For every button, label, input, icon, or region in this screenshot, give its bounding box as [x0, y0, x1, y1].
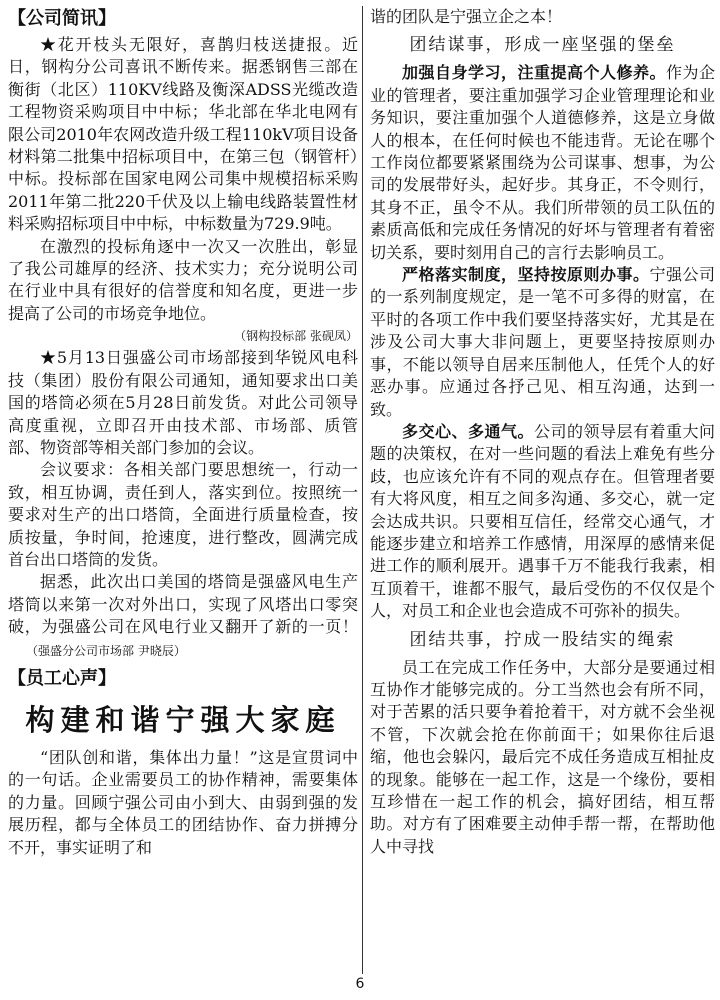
article-paragraph-2 [370, 62, 715, 264]
lead-3: 多交心、多通气。 [402, 421, 534, 441]
news-paragraph-4: 会议要求：各相关部门要思想统一，行动一致，相互协调，责任到人，落实到位。按照统一要求对生产的出口塔筒，全面进行质量检查，按质按量，争时间，抢速度，进行整改，圆满完成首台出口塔筒的发货。 [8, 460, 358, 569]
news-paragraph-5-text: 据悉，此次出口美国的塔筒是强盛风电生产塔筒以来第一次对外出口，实现了风塔出口零突破，为强盛公司在风电行业又翻开了新的一页！ [8, 572, 358, 637]
news-paragraph-1: ★花开枝头无限好，喜鹊归枝送捷报。近日，钢构分公司喜讯不断传来。据悉钢售三部在衡街（北区）110KV线路及衡深ADSS光缆改造工程物资采购项目中中标；华北部在华北电网有限公司2010年农网改造升级工程110kV项目设备材料第二批集中招标项目中，在第三包（钢管杆）中标。投标部在国家电网公司集中规模招标采购2011年第二批220千伏及以上输电线路装置性材料采购招标项目中中标，中标数量为729.9吨。 [8, 35, 358, 234]
article-paragraph-3-text: 宁强公司的一系列制度规定，是一笔不可多得的财富，在平时的各项工作中我们要坚持落实好，尤其是在涉及公司大事大非问题上，更要坚持按原则办事，不能以领导自居来压制他人，任凭个人的好恶办事。应通过各抒己见、相互沟通，达到一致。 [370, 265, 715, 419]
byline-2: （强盛分公司市场部 尹晓辰） [26, 643, 186, 658]
article-paragraph-1: “团队创和谐，集体出力量！”这是宣贯词中的一句话。企业需要员工的协作精神，需要集体的力量。回顾宁强公司由小到大、由弱到强的发展历程，都与全体员工的团结协作、奋力拼搏分不开，事实证明了和 [8, 747, 358, 857]
right-column [370, 6, 715, 858]
lead-1: 加强自身学习，注重提高个人修养。 [402, 63, 666, 83]
article-paragraph-4-text: 公司的领导层有着重大问题的决策权，在对一些问题的看法上难免有些分歧，也应该允许有不同的观点存在。但管理者要有大将风度，相互之间多沟通、多交心，就一定会达成共识。只要相互信任，经常交心通气，才能逐步建立和培养工作感情，用深厚的感情来促进工作的顺利展开。遇事千万不能我行我素，相互顶着干，谁都不服气，最后受伤的不仅仅是个人，对员工和企业也会造成不可弥补的损失。 [370, 421, 715, 621]
lead-2: 严格落实制度，坚持按原则办事。 [402, 265, 650, 285]
subheading-1: 团结谋事，形成一座坚强的堡垒 [409, 35, 676, 56]
page-number: 6 [355, 976, 365, 992]
article-paragraph-continued: 谐的团队是宁强立企之本！ [370, 7, 563, 26]
left-column [8, 6, 358, 859]
article-paragraph-5: 员工在完成工作任务中，大部分是要通过相互协作才能够完成的。分工当然也会有所不同，对于苦累的活只要争着抢着干，对方就不会坐视不管，下次就会抢在你前面干；如果你往后退缩，他也会躲闪，最后完不成任务造成互相扯皮的现象。能够在一起工作，这是一个缘份，要相互珍惜在一起工作的机会，搞好团结，相互帮助。对方有了困难要主动伸手帮一帮，在帮助他人中寻找 [370, 657, 715, 856]
article-paragraph-3 [370, 264, 715, 421]
news-paragraph-5 [8, 571, 358, 662]
subheading-2: 团结共事，拧成一股结实的绳索 [409, 629, 676, 650]
news-paragraph-3: ★5月13日强盛公司市场部接到华锐风电科技（集团）股份有限公司通知，通知要求出口美国的塔筒必须在5月28日前发货。对此公司领导高度重视，立即召开由技术部、市场部、质管部、物资部等相关部门参加的会议。 [8, 348, 358, 457]
news-paragraph-2: 在激烈的投标角逐中一次又一次胜出，彰显了我公司雄厚的经济、技术实力；充分说明公司在行业中具有很好的信誉度和知名度，更进一步提高了公司的市场竞争地位。 [8, 236, 358, 323]
article-paragraph-4 [370, 421, 715, 623]
article-paragraph-2-text: 作为企业的管理者，要注重加强学习企业管理理论和业务知识，要注重加强个人道德修养，这是立身做人的根本，在任何时候也不能违背。无论在哪个工作岗位都要紧紧围绕为公司谋事、想事，为公司的发展带好头，起好步。其身正，不令则行，其身不正，虽令不从。我们所带领的员工队伍的素质高低和完成任务情况的好坏与管理者有着密切关系，要时刻用自己的言行去影响员工。 [370, 63, 715, 262]
section-tag-company-news: 【公司简讯】 [8, 8, 116, 29]
column-divider [362, 6, 363, 974]
article-title: 构建和谐宁强大家庭 [25, 702, 341, 737]
section-tag-staff-voice: 【员工心声】 [8, 667, 116, 689]
byline-1: （钢构投标部 张砚凤） [234, 329, 358, 344]
